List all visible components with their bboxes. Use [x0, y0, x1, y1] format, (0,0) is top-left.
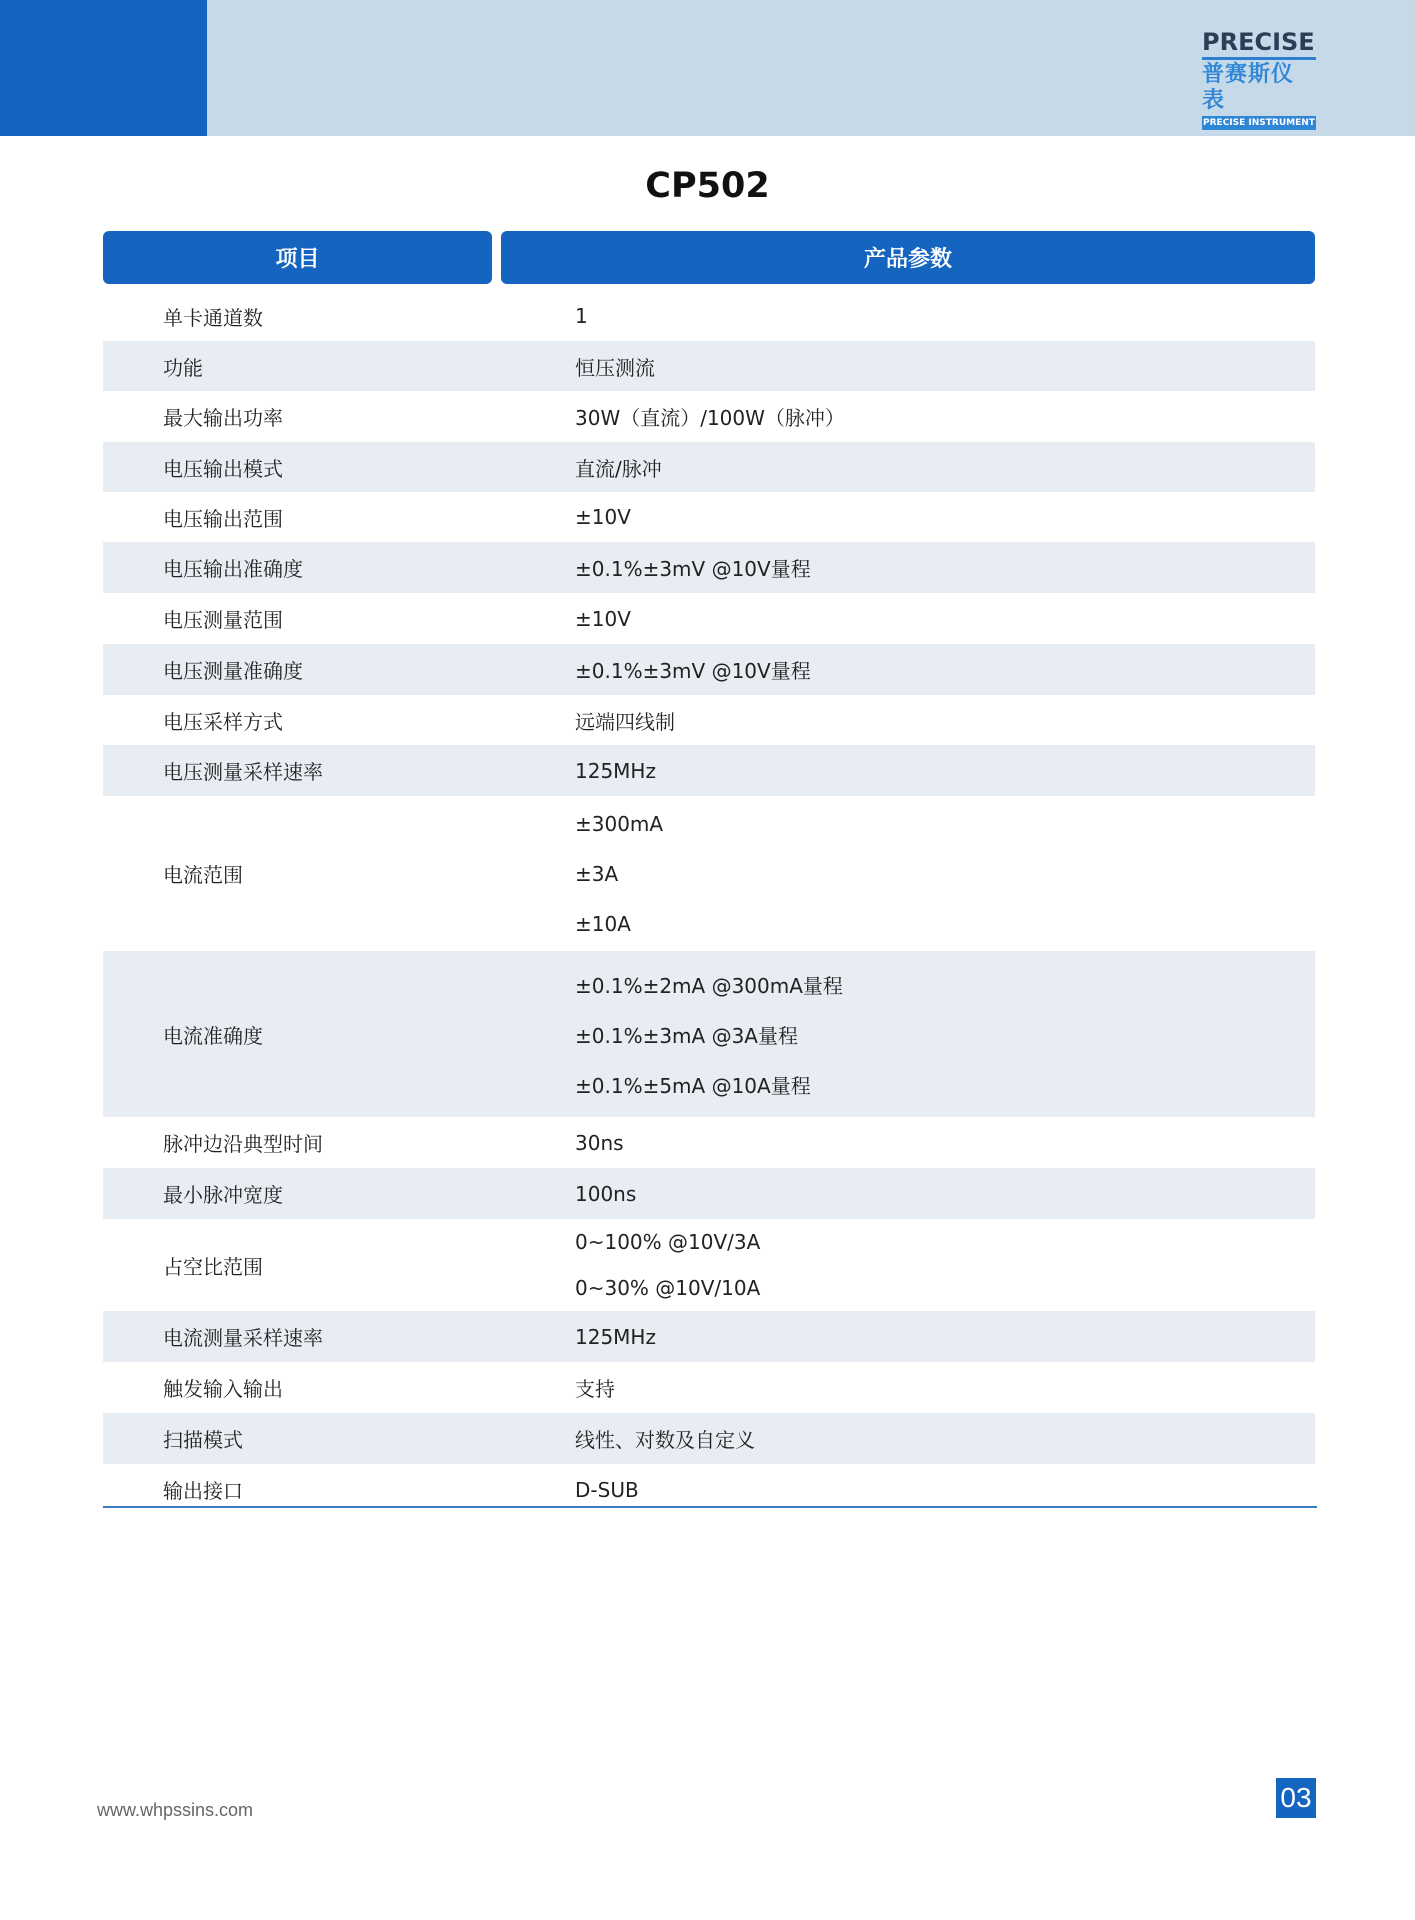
row-label: 最大输出功率	[163, 406, 283, 430]
row-values	[575, 951, 843, 1117]
row-values	[575, 1117, 624, 1168]
row-value: ±3A	[575, 861, 619, 886]
row-value: 远端四线制	[575, 709, 675, 734]
row-value: 0~100% @10V/3A	[575, 1230, 761, 1254]
page-title: CP502	[645, 166, 770, 206]
row-values	[575, 1362, 615, 1413]
table-row	[103, 593, 1315, 644]
row-label: 电压测量准确度	[163, 659, 303, 683]
row-values	[575, 644, 811, 695]
row-label: 电压测量范围	[163, 608, 283, 632]
row-value: ±10A	[575, 911, 631, 936]
row-label: 单卡通道数	[163, 305, 263, 330]
row-values	[575, 593, 631, 644]
row-label: 电流范围	[163, 863, 243, 887]
table-row	[103, 951, 1315, 1117]
row-label: 电流测量采样速率	[163, 1326, 323, 1350]
row-label: 输出接口	[163, 1479, 243, 1503]
row-label: 触发输入输出	[163, 1377, 283, 1401]
row-label: 占空比范围	[163, 1254, 263, 1279]
row-values	[575, 1219, 760, 1311]
footer-url[interactable]: www.whpssins.com	[97, 1800, 254, 1820]
row-value: 100ns	[575, 1181, 637, 1206]
row-values	[575, 745, 656, 796]
row-label: 最小脉冲宽度	[163, 1183, 283, 1207]
table-bottom-rule	[103, 1506, 1317, 1508]
table-row	[103, 1311, 1315, 1362]
table-row	[103, 1219, 1315, 1311]
row-value: ±10V	[575, 606, 631, 631]
row-value: 125MHz	[575, 1324, 656, 1349]
row-label: 电压输出准确度	[163, 557, 303, 581]
row-value: 恒压测流	[575, 355, 655, 380]
row-values	[575, 1311, 656, 1362]
row-values	[575, 796, 663, 951]
logo-divider	[1202, 57, 1316, 60]
logo-chinese: 普赛斯仪表	[1202, 62, 1295, 113]
row-label: 脉冲边沿典型时间	[163, 1132, 323, 1156]
table-row	[103, 391, 1315, 442]
row-value: 30ns	[575, 1130, 624, 1155]
row-value: ±300mA	[575, 811, 664, 836]
table-row	[103, 492, 1315, 542]
row-label: 电压输出模式	[163, 456, 283, 481]
row-value: ±0.1%±2mA @300mA量程	[575, 973, 843, 998]
spec-table	[103, 291, 1315, 1515]
header-accent-block	[0, 0, 207, 136]
row-values	[575, 442, 662, 492]
row-value: ±0.1%±5mA @10A量程	[575, 1073, 811, 1098]
logo-tagline: PRECISE INSTRUMENT	[1203, 118, 1315, 128]
row-label: 电压采样方式	[163, 709, 283, 734]
row-values	[575, 341, 655, 391]
row-label: 电压测量采样速率	[163, 760, 323, 784]
row-value: 125MHz	[575, 758, 656, 783]
row-label: 功能	[163, 355, 203, 380]
table-row	[103, 442, 1315, 492]
row-values	[575, 492, 631, 542]
brand-logo	[1202, 28, 1316, 130]
table-row	[103, 695, 1315, 745]
table-row	[103, 542, 1315, 593]
page-number: 03	[1276, 1778, 1316, 1818]
table-row	[103, 1168, 1315, 1219]
row-values	[575, 391, 845, 442]
table-row	[103, 796, 1315, 951]
column-header-item: 项目	[103, 231, 492, 284]
logo-english: PRECISE	[1202, 28, 1315, 56]
row-value: ±0.1%±3mV @10V量程	[575, 557, 811, 581]
row-value: ±0.1%±3mV @10V量程	[575, 659, 811, 683]
row-value: 线性、对数及自定义	[575, 1428, 755, 1452]
row-value: ±10V	[575, 505, 631, 529]
table-row	[103, 1362, 1315, 1413]
row-values	[575, 1413, 755, 1464]
row-values	[575, 1168, 636, 1219]
table-row	[103, 644, 1315, 695]
table-row	[103, 1117, 1315, 1168]
table-row	[103, 341, 1315, 391]
row-value: 直流/脉冲	[575, 456, 662, 481]
row-values	[575, 291, 588, 341]
row-values	[575, 695, 675, 745]
row-value: 1	[575, 304, 588, 328]
row-values	[575, 542, 811, 593]
row-label: 扫描模式	[163, 1428, 243, 1452]
table-row	[103, 291, 1315, 341]
row-value: D-SUB	[575, 1477, 639, 1502]
row-label: 电压输出范围	[163, 506, 283, 531]
row-value: 30W（直流）/100W（脉冲）	[575, 406, 845, 430]
table-row	[103, 745, 1315, 796]
row-value: 0~30% @10V/10A	[575, 1276, 761, 1300]
row-label: 电流准确度	[163, 1023, 263, 1048]
row-value: 支持	[575, 1377, 615, 1401]
row-value: ±0.1%±3mA @3A量程	[575, 1023, 798, 1048]
column-header-param: 产品参数	[501, 231, 1315, 284]
table-row	[103, 1413, 1315, 1464]
